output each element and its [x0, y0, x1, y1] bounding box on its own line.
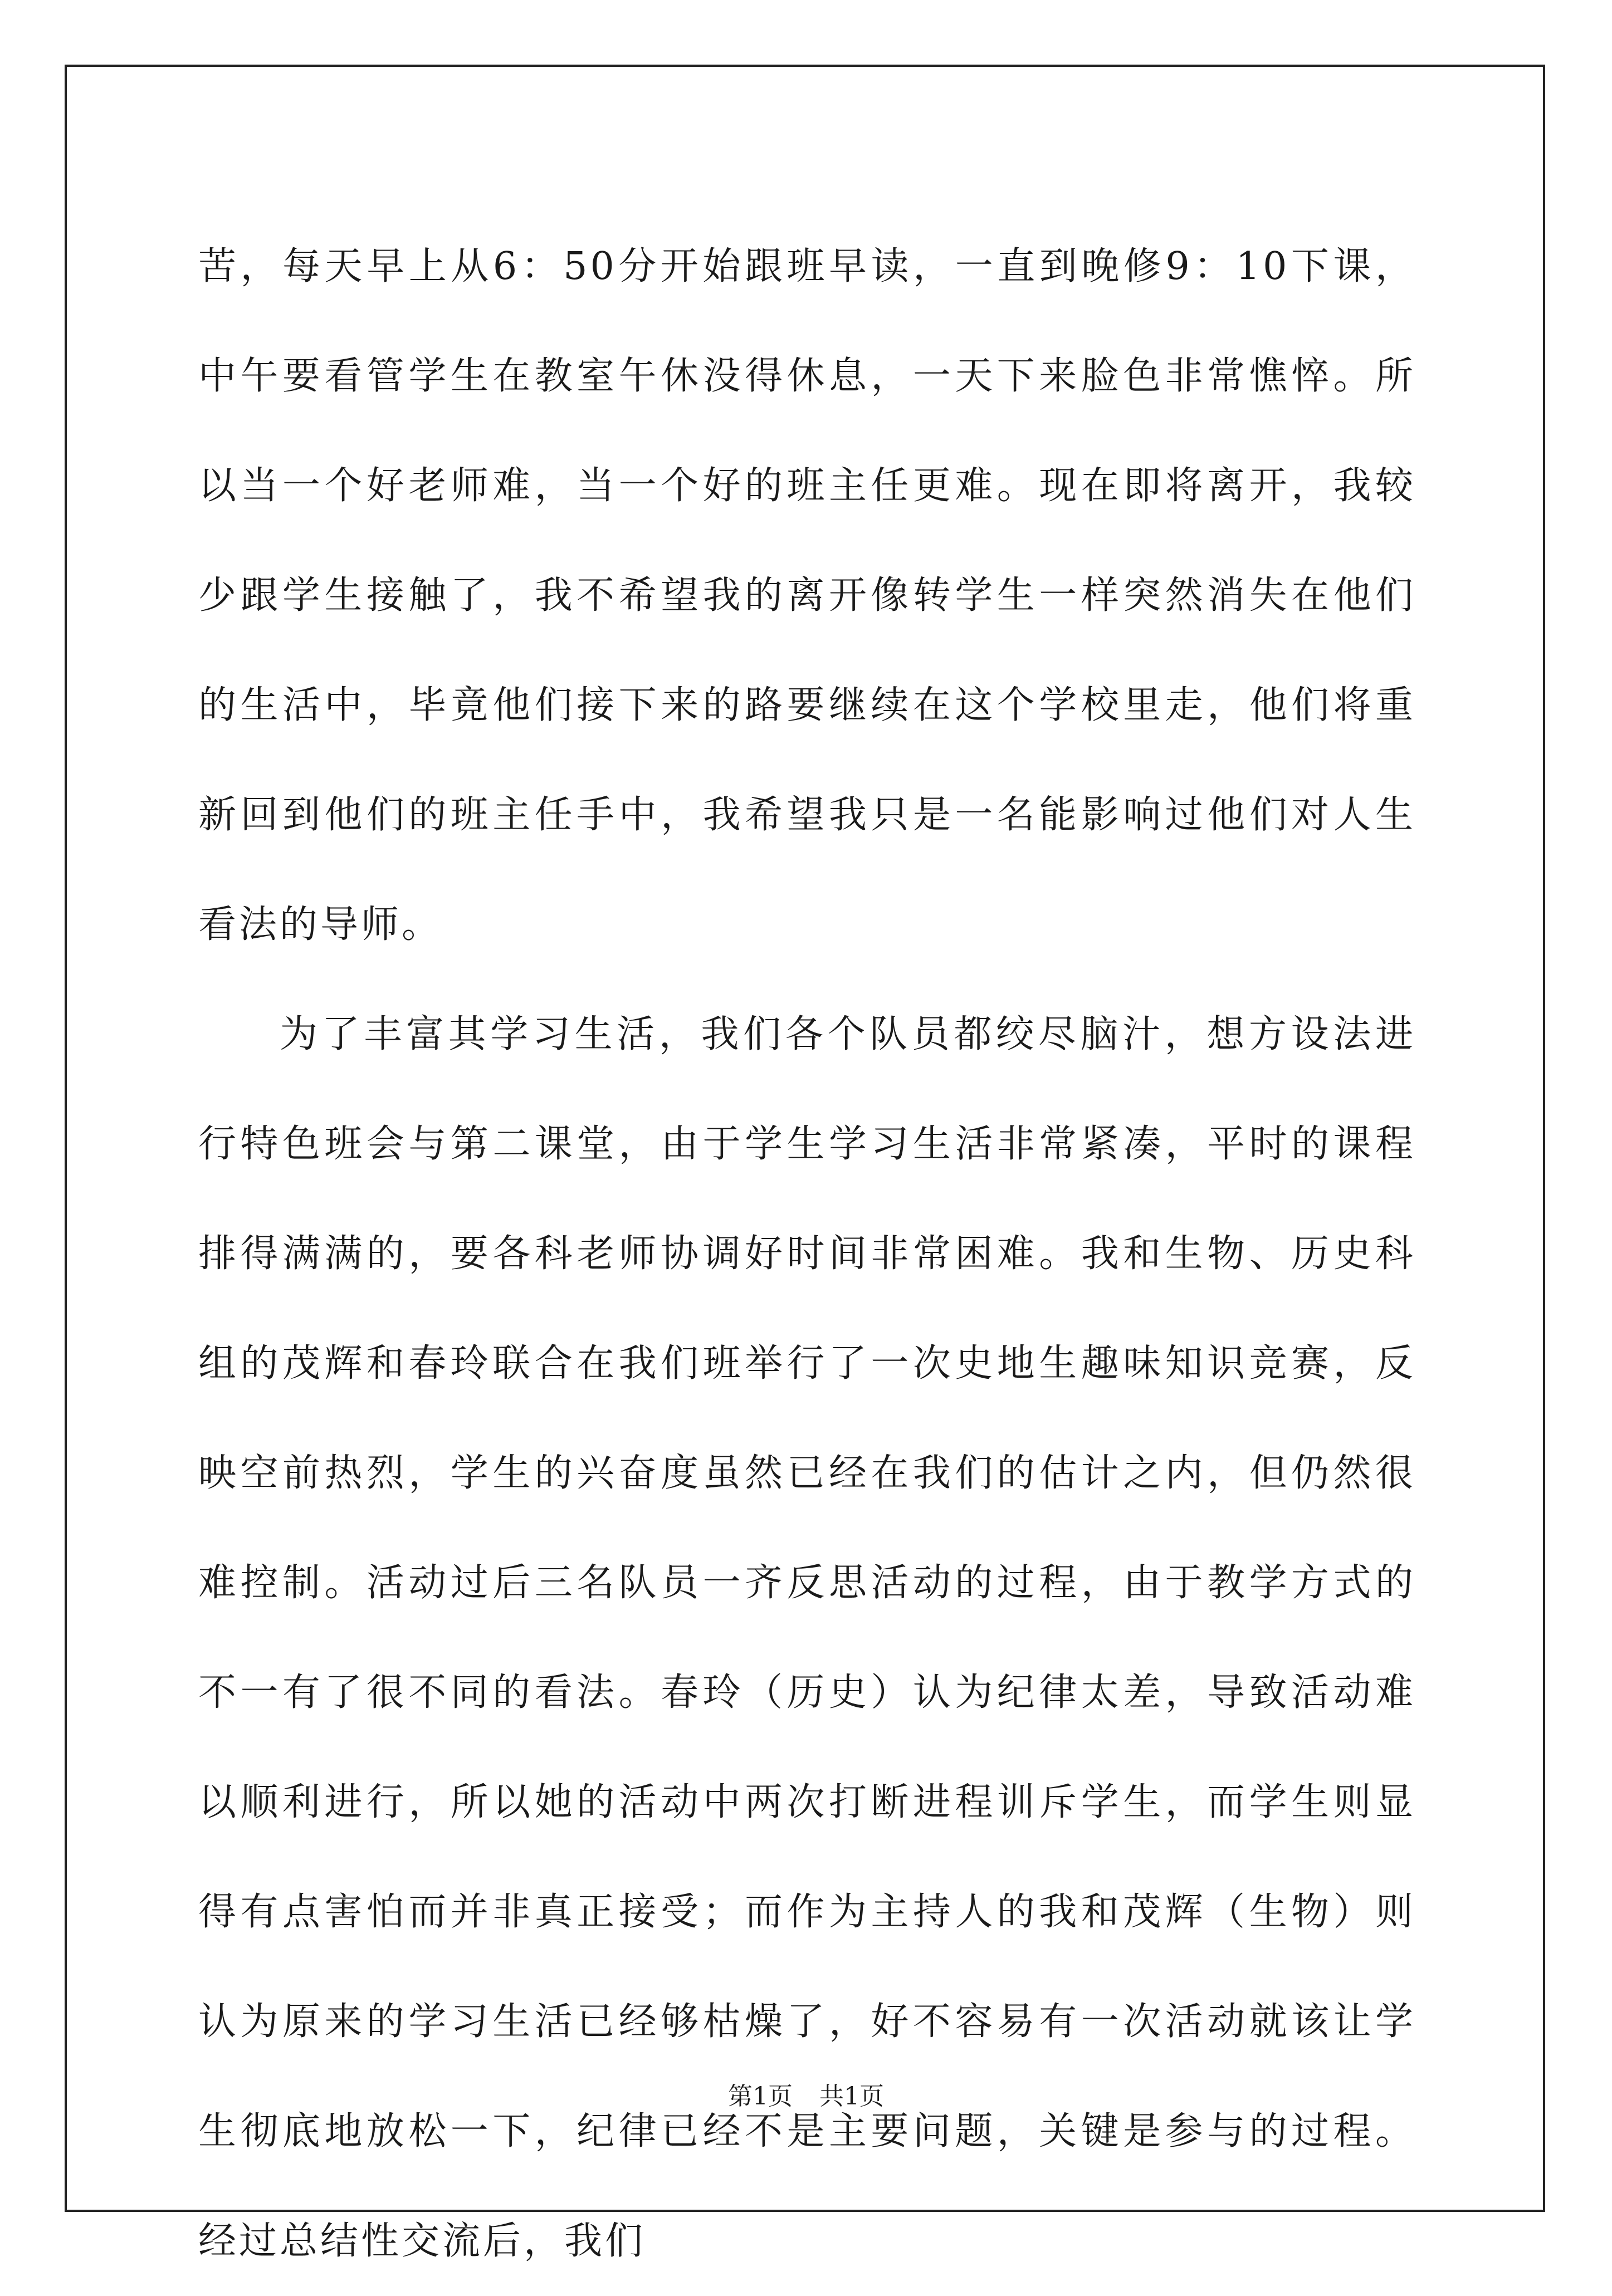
- document-body: [198, 212, 1416, 2296]
- page-number-current: 第1页: [728, 2082, 793, 2111]
- paragraph-continued: 苦，每天早上从6：50分开始跟班早读，一直到晚修9：10下课，中午要看管学生在教室午休没得休息，一天下来脸色非常憔悴。所以当一个好老师难，当一个好的班主任更难。现在即将离开，我较少跟学生接触了，我不希望我的离开像转学生一样突然消失在他们的生活中，毕竟他们接下来的路要继续在这个学校里走，他们将重新回到他们的班主任手中，我希望我只是一名能影响过他们对人生看法的导师。: [198, 244, 1416, 947]
- page-footer: [0, 2076, 1612, 2112]
- paragraph: 为了丰富其学习生活，我们各个队员都绞尽脑汁，想方设法进行特色班会与第二课堂，由于学生学习生活非常紧凑，平时的课程排得满满的，要各科老师协调好时间非常困难。我和生物、历史科组的茂辉和春玲联合在我们班举行了一次史地生趣味知识竞赛，反映空前热烈，学生的兴奋度虽然已经在我们的估计之内，但仍然很难控制。活动过后三名队员一齐反思活动的过程，由于教学方式的不一有了很不同的看法。春玲（历史）认为纪律太差，导致活动难以顺利进行，所以她的活动中两次打断进程训斥学生，而学生则显得有点害怕而并非真正接受；而作为主持人的我和茂辉（生物）则认为原来的学习生活已经够枯燥了，好不容易有一次活动就该让学生彻底地放松一下，纪律已经不是主要问题，关键是参与的过程。经过总结性交流后，我们: [198, 1012, 1416, 2263]
- page-number-total: 共1页: [819, 2082, 884, 2111]
